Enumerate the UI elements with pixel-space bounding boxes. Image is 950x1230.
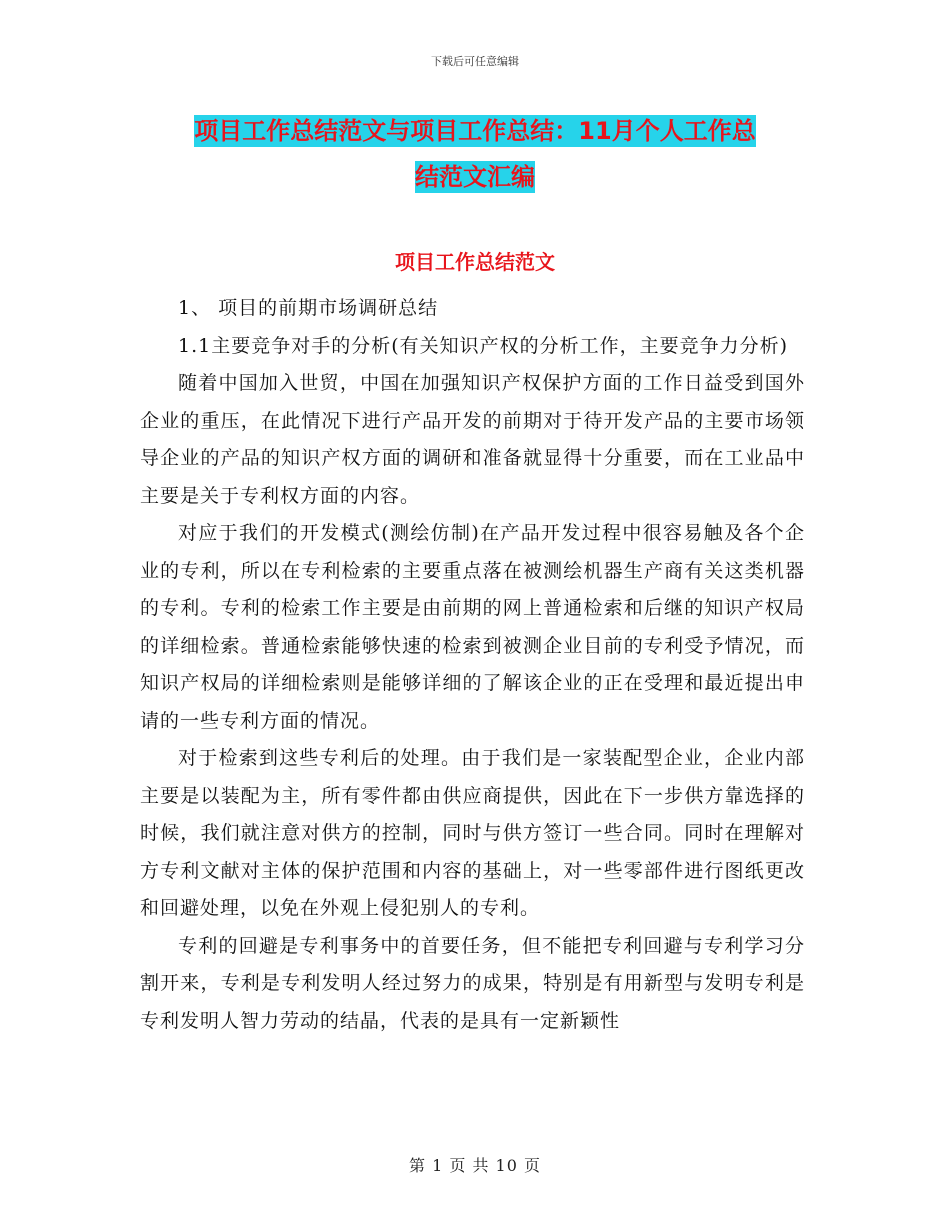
document-title-line-2: 结范文汇编 — [415, 163, 535, 191]
section-title: 项目工作总结范文 — [395, 250, 555, 274]
paragraph-2: 1.1主要竞争对手的分析(有关知识产权的分析工作，主要竞争力分析) — [178, 334, 789, 357]
paragraph-5: 对于检索到这些专利后的处理。由于我们是一家装配型企业，企业内部主要是以装配为主，所有零件都由供应商提供，因此在下一步供方靠选择的时候，我们就注意对供方的控制，同时与供方签订一些合同。同时在理解对方专利文献对主体的保护范围和内容的基础上，对一些零部件进行图纸更改和回避处理，以免在外观上侵犯别人的专利。 — [140, 747, 805, 919]
body-text — [140, 290, 805, 1040]
paragraph-6: 专利的回避是专利事务中的首要任务，但不能把专利回避与专利学习分割开来，专利是专利发明人经过努力的成果，特别是有用新型与发明专利是专利发明人智力劳动的结晶，代表的是具有一定新颖性 — [140, 934, 805, 1032]
paragraph-3: 随着中国加入世贸，中国在加强知识产权保护方面的工作日益受到国外企业的重压，在此情况下进行产品开发的前期对于待开发产品的主要市场领导企业的产品的知识产权方面的调研和准备就显得十分重要，而在工业品中主要是关于专利权方面的内容。 — [140, 372, 805, 507]
paragraph-4: 对应于我们的开发模式(测绘仿制)在产品开发过程中很容易触及各个企业的专利，所以在专利检索的主要重点落在被测绘机器生产商有关这类机器的专利。专利的检索工作主要是由前期的网上普通检索和后继的知识产权局的详细检索。普通检索能够快速的检索到被测企业目前的专利受予情况，而知识产权局的详细检索则是能够详细的了解该企业的正在受理和最近提出申请的一些专利方面的情况。 — [140, 522, 805, 732]
document-title-line-1: 项目工作总结范文与项目工作总结：11月个人工作总 — [194, 117, 756, 145]
paragraph-1: 1、 项目的前期市场调研总结 — [178, 297, 439, 319]
page-footer: 第 1 页 共 10 页 — [409, 1156, 541, 1175]
header-note: 下载后可任意编辑 — [431, 55, 519, 68]
document-title — [140, 108, 810, 200]
